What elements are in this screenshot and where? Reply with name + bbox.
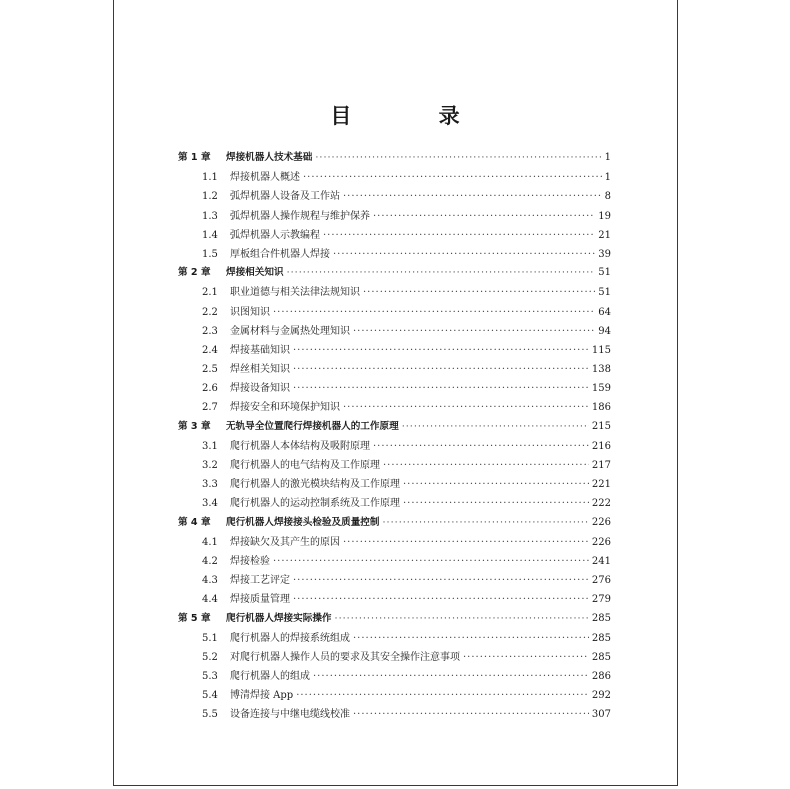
toc-section-entry[interactable]: [178, 456, 611, 475]
toc-dot-leader: [333, 249, 595, 260]
toc-dot-leader: [293, 594, 589, 605]
toc-section-entry[interactable]: [178, 187, 611, 206]
toc-chapter-entry[interactable]: [178, 514, 611, 533]
toc-page-number: 94: [598, 325, 611, 337]
toc-entry-number: 第 4 章: [178, 516, 211, 528]
toc-entry-title: 爬行机器人的激光模块结构及工作原理: [230, 479, 400, 491]
toc-page-number: 64: [598, 306, 611, 318]
toc-dot-leader: [373, 211, 595, 222]
toc-section-entry[interactable]: [178, 667, 611, 686]
toc-page-number: 21: [598, 229, 611, 241]
toc-entry-title: 爬行机器人的电气结构及工作原理: [230, 460, 380, 471]
toc-entry-number: 5.4: [202, 690, 218, 702]
toc-dot-leader: [343, 402, 589, 413]
toc-page-number: 159: [591, 383, 611, 395]
toc-entry-number: 5.2: [202, 651, 218, 663]
toc-entry-title: 爬行机器人的运动控制系统及工作原理: [230, 498, 400, 510]
toc-chapter-entry[interactable]: [178, 418, 611, 437]
toc-section-entry[interactable]: [178, 590, 611, 609]
toc-entry-number: 5.1: [202, 632, 218, 644]
toc-dot-leader: [293, 345, 589, 356]
toc-page-number: 279: [591, 594, 611, 606]
toc-entry-number: 3.3: [202, 479, 218, 491]
toc-dot-leader: [463, 652, 589, 663]
toc-entry-title: 金属材料与金属热处理知识: [230, 325, 350, 337]
toc-entry-title: 焊接机器人技术基础: [226, 152, 313, 163]
toc-entry-number: 第 1 章: [178, 152, 211, 163]
toc-entry-title: 焊接相关知识: [226, 267, 284, 279]
toc-section-entry[interactable]: [178, 494, 611, 513]
toc-entry-number: 1.3: [202, 210, 218, 222]
toc-dot-leader: [293, 383, 589, 394]
toc-entry-title: 爬行机器人本体结构及吸附原理: [230, 440, 370, 452]
toc-chapter-entry[interactable]: [178, 264, 611, 283]
toc-section-entry[interactable]: [178, 226, 611, 245]
toc-dot-leader: [343, 537, 589, 548]
toc-page-number: 51: [598, 287, 611, 299]
toc-section-entry[interactable]: [178, 552, 611, 571]
toc-entry-number: 2.4: [202, 344, 218, 356]
toc-entry-number: 2.6: [202, 383, 218, 395]
toc-entry-number: 1.2: [202, 191, 218, 203]
toc-entry-number: 4.4: [202, 594, 218, 606]
toc-page-number: 138: [591, 364, 611, 376]
toc-dot-leader: [403, 479, 589, 490]
toc-entry-title: 弧焊机器人示教编程: [230, 229, 320, 241]
toc-dot-leader: [287, 267, 596, 278]
toc-dot-leader: [353, 633, 589, 644]
toc-section-entry[interactable]: [178, 648, 611, 667]
toc-dot-leader: [343, 191, 602, 202]
toc-entry-number: 2.3: [202, 325, 218, 337]
toc-list: [178, 149, 611, 725]
toc-entry-title: 焊接检验: [230, 555, 270, 567]
toc-entry-title: 焊丝相关知识: [230, 364, 290, 376]
toc-page-number: 285: [591, 632, 611, 644]
toc-page-number: 241: [591, 555, 611, 567]
toc-page-number: 217: [591, 460, 611, 471]
toc-dot-leader: [383, 517, 589, 528]
toc-page-number: 19: [598, 210, 611, 222]
toc-page-number: 215: [591, 420, 611, 432]
toc-entry-title: 无轨导全位置爬行焊接机器人的工作原理: [226, 420, 399, 432]
toc-page-number: 115: [591, 344, 611, 356]
toc-page-number: 39: [598, 248, 611, 260]
toc-entry-number: 第 2 章: [178, 267, 211, 279]
toc-section-entry[interactable]: [178, 303, 611, 322]
toc-entry-number: 3.1: [202, 440, 218, 452]
toc-dot-leader: [273, 307, 595, 318]
toc-dot-leader: [402, 421, 589, 432]
toc-entry-title: 弧焊机器人操作规程与维护保养: [230, 210, 370, 222]
toc-entry-title: 博清焊接 App: [230, 690, 294, 702]
toc-page-number: 292: [591, 690, 611, 702]
toc-dot-leader: [353, 326, 595, 337]
toc-page-number: 221: [591, 479, 611, 491]
toc-page-number: 1: [604, 172, 611, 184]
toc-entry-number: 4.1: [202, 536, 218, 548]
toc-section-entry[interactable]: [178, 686, 611, 705]
toc-section-entry[interactable]: [178, 398, 611, 417]
toc-section-entry[interactable]: [178, 360, 611, 379]
toc-section-entry[interactable]: [178, 571, 611, 590]
toc-section-entry[interactable]: [178, 475, 611, 494]
toc-entry-number: 1.5: [202, 248, 218, 260]
toc-page-number: 222: [591, 498, 611, 510]
toc-entry-title: 焊接基础知识: [230, 344, 290, 356]
page-title: 目 录: [330, 104, 500, 128]
toc-page-number: 51: [598, 267, 611, 279]
toc-dot-leader: [353, 709, 589, 720]
toc-section-entry[interactable]: [178, 341, 611, 360]
toc-dot-leader: [313, 671, 589, 682]
toc-dot-leader: [373, 441, 589, 452]
toc-entry-title: 厚板组合件机器人焊接: [230, 248, 330, 260]
toc-dot-leader: [383, 460, 589, 471]
toc-entry-title: 爬行机器人焊接实际操作: [226, 612, 332, 624]
toc-page-number: 307: [591, 709, 611, 721]
toc-page-number: 276: [591, 575, 611, 587]
toc-entry-title: 爬行机器人焊接接头检验及质量控制: [226, 516, 380, 528]
toc-dot-leader: [403, 498, 589, 509]
toc-section-entry[interactable]: [178, 245, 611, 264]
toc-entry-number: 5.3: [202, 671, 218, 683]
toc-entry-title: 对爬行机器人操作人员的要求及其安全操作注意事项: [230, 651, 460, 663]
toc-entry-number: 3.2: [202, 460, 218, 471]
toc-page-number: 286: [591, 671, 611, 683]
toc-entry-title: 焊接安全和环境保护知识: [230, 402, 340, 414]
toc-entry-number: 4.3: [202, 575, 218, 587]
toc-dot-leader: [335, 613, 589, 624]
toc-entry-number: 1.1: [202, 172, 218, 184]
toc-entry-number: 4.2: [202, 555, 218, 567]
toc-entry-title: 焊接质量管理: [230, 594, 290, 606]
toc-dot-leader: [303, 172, 602, 183]
toc-entry-number: 2.7: [202, 402, 218, 414]
toc-entry-number: 5.5: [202, 709, 218, 721]
toc-entry-title: 焊接缺欠及其产生的原因: [230, 536, 340, 548]
toc-dot-leader: [293, 364, 589, 375]
toc-page-number: 8: [604, 191, 611, 203]
toc-entry-title: 焊接工艺评定: [230, 575, 290, 587]
toc-section-entry[interactable]: [178, 379, 611, 398]
toc-page-number: 226: [591, 536, 611, 548]
toc-section-entry[interactable]: [178, 322, 611, 341]
toc-section-entry[interactable]: [178, 533, 611, 552]
toc-entry-number: 1.4: [202, 229, 218, 241]
toc-entry-title: 识图知识: [230, 306, 270, 318]
toc-section-entry[interactable]: [178, 629, 611, 648]
toc-dot-leader: [323, 230, 595, 241]
toc-dot-leader: [296, 690, 589, 701]
toc-entry-number: 2.2: [202, 306, 218, 318]
toc-dot-leader: [363, 287, 595, 298]
toc-chapter-entry[interactable]: [178, 610, 611, 629]
toc-dot-leader: [273, 556, 589, 567]
toc-entry-number: 3.4: [202, 498, 218, 510]
toc-section-entry[interactable]: [178, 283, 611, 302]
toc-section-entry[interactable]: [178, 168, 611, 187]
toc-entry-title: 焊接机器人概述: [230, 172, 300, 184]
toc-page-number: 1: [604, 152, 611, 163]
toc-page-number: 226: [591, 516, 611, 528]
toc-entry-title: 设备连接与中继电缆线校准: [230, 709, 350, 721]
toc-entry-title: 爬行机器人的焊接系统组成: [230, 632, 350, 644]
toc-dot-leader: [293, 575, 589, 586]
toc-page-number: 216: [591, 440, 611, 452]
toc-entry-number: 第 5 章: [178, 612, 211, 624]
toc-entry-title: 焊接设备知识: [230, 383, 290, 395]
toc-entry-title: 弧焊机器人设备及工作站: [230, 191, 340, 203]
toc-entry-number: 第 3 章: [178, 420, 211, 432]
toc-section-entry[interactable]: [178, 705, 611, 724]
toc-section-entry[interactable]: [178, 437, 611, 456]
toc-page-number: 285: [591, 651, 611, 663]
toc-chapter-entry[interactable]: [178, 149, 611, 168]
toc-entry-title: 职业道德与相关法律法规知识: [230, 287, 360, 299]
toc-section-entry[interactable]: [178, 207, 611, 226]
toc-entry-number: 2.1: [202, 287, 218, 299]
toc-entry-title: 爬行机器人的组成: [230, 671, 310, 683]
toc-entry-number: 2.5: [202, 364, 218, 376]
toc-page-number: 186: [591, 402, 611, 414]
toc-page-number: 285: [591, 612, 611, 624]
toc-dot-leader: [315, 152, 601, 163]
